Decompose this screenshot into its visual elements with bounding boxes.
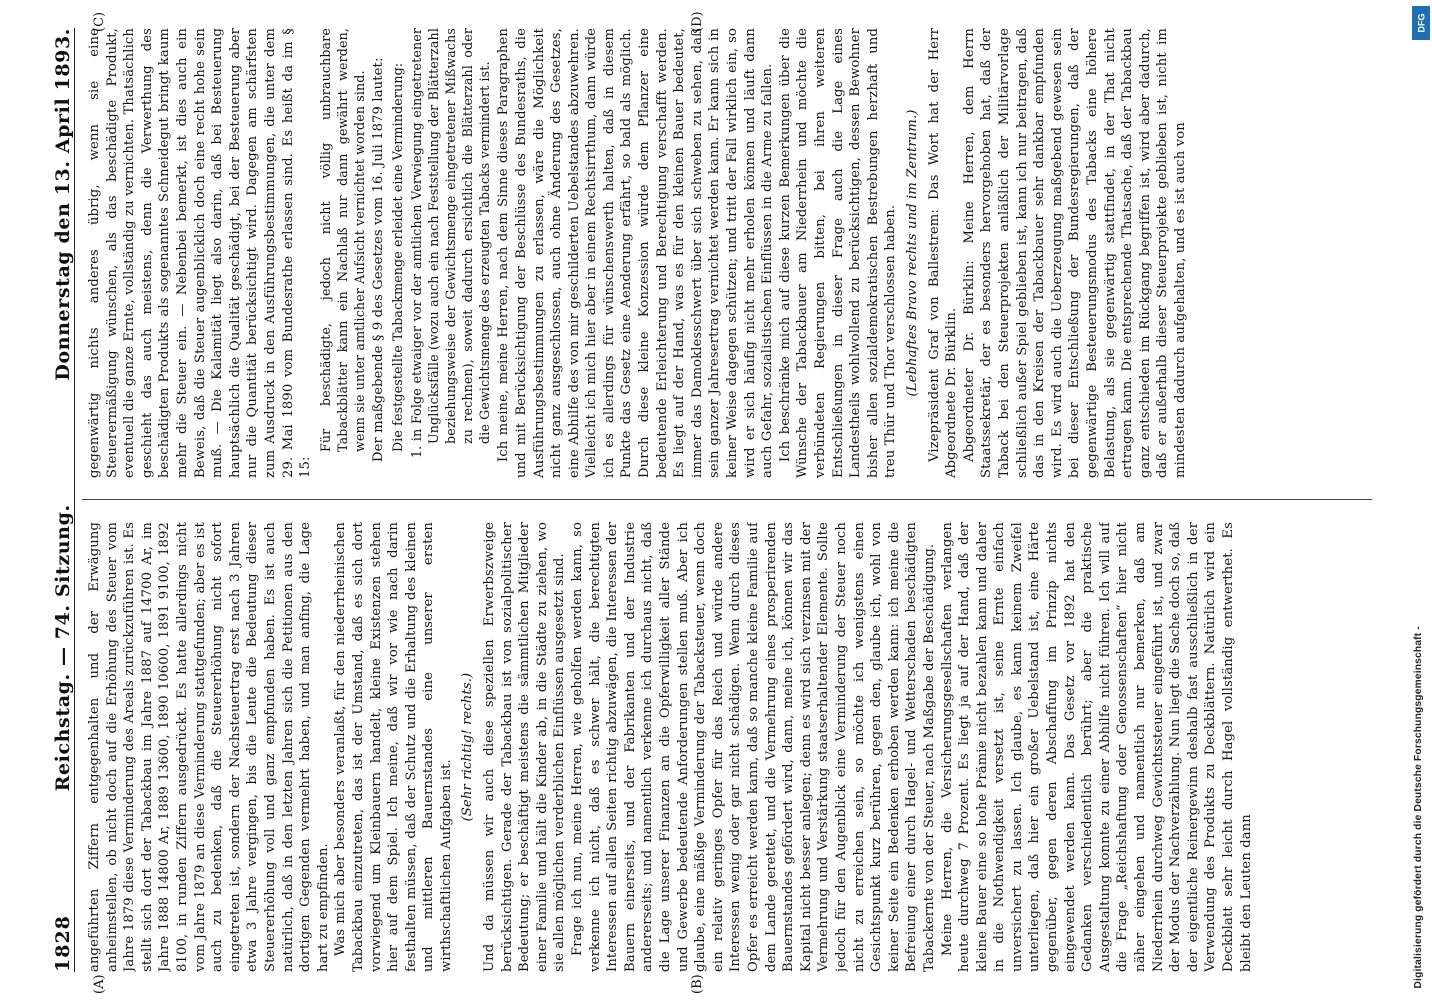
paragraph: Und da müssen wir auch diese speziellen Erwerbszweige berücksichtigen. Gerade der Tabackbau ist von sozialpolitischer Bedeutung; er beschäftigt meistens die sämmtlichen Mitglieder einer Familie und hält die Kinder ab, in die Städte zu ziehen, wo sie allen möglichen verderblichen Einflüssen ausgesetzt sind. [482, 522, 568, 972]
left-text-column [86, 522, 1371, 972]
column-divider [82, 499, 1372, 500]
speaker-announcement: Vizepräsident Graf von Ballestrem: Das Wort hat der Herr Abgeordnete Dr. Bürklin. [926, 28, 960, 478]
applause-note: (Lebhaftes Bravo rechts und im Zentrum.) [904, 109, 920, 397]
digitization-credit-text: Digitalisierung gefördert durch die Deutsche Forschungsgemeinschaft - [1413, 625, 1424, 988]
paragraph: angeführten Ziffern entgegenhalten und der Erwägung anheimstellen, ob nicht doch auf die Erhöhung des Steuer vom Jahre 1879 diese Verminderung des Areals zurückzuführen ist. Es stellt sich dort der Tabackbau im Jahre 1887 auf 14700 Ar, im Jahre 1888 14800 Ar, 1889 13600, 1890 10600, 1891 9100, 1892 8100, in runden Ziffern ausgedrückt. Es hatte allerdings nicht vom Jahre 1879 an diese Verminderung stattgefunden; aber es ist auch zu bedenken, daß die Steuererhöhung nicht sofort eingetreten ist, sondern der Nachsteuertrag erst nach 3 Jahren etwa 3 Jahre vergingen, bis die Leute die Bedeutung dieser Steuererhöhung voll und ganz empfunden haben. Es ist auch natürlich, daß in den letzten Jahren sich die Petitionen aus den dortigen Gegenden vermehrt haben, und man anfing, die Lage hart zu empfinden. [87, 522, 331, 972]
paragraph: Ich meine, meine Herren, nach dem Sinne dieses Paragraphen und mit Berücksichtigung der Beschlüsse des Bundesraths, die Ausführungsbestimmungen zu erlassen, wäre die Möglichkeit nicht ganz ausgeschlossen, auch ohne Änderung des Gesetzes, eine Abhilfe des von mir geschilderten Uebelstandes abzuwehren. Vielleicht ich mich hier aber in einem Rechtsirrthum, dann würde ich es allerdings für wünschenswerth halten, daß in diesem Punkte das Gesetz eine Aenderung erfährt, so bald als möglich. Durch diese kleine Konzession würde dem Pflanzer eine bedeutende Erleichterung und Berechtigung verschafft werden. Es liegt auf der Hand, was es für den kleinen Bauer bedeutet, immer das Damoklesschwert über sich schweben zu sehen, daß sein ganzer Jahresertrag vernichtet werden kann. Er kann sich in keiner Weise dagegen schützen; und tritt der Fall wirklich ein, so wird er sich häufig nicht mehr erholen können und läuft dann auch Gefahr, sozialistischen Einflüssen in die Arme zu fallen. [496, 28, 776, 478]
paragraph: Abgeordneter Dr. Bürklin: Meine Herren, dem Herrn Staatssekretär, der es besonders hervorgehoben hat, daß der Taback bei den Steuerprojekten anläßlich der Militärvorlage schließlich außer Spiel geblieben ist, kann ich nur beitragen, daß das in den Kreisen der Tabackbauer sehr dankbar empfunden wird. Es wird auch die Ueberzeugung maßgebend gewesen sein bei dieser Entschließung der Bundesregierungen, daß der gegenwärtige Besteuerungsmodus des Tabacks eine höhere Belastung, als sie gegenwärtig stattfindet, in der That nicht ertragen kann. Die entsprechende Thatsache, daß der Tabackbau ganz entschieden im Rückgang begriffen ist, wird aber dadurch, daß er außerhalb dieser Steuerprojekte geblieben ist, nicht im mindesten dadurch aufgehalten, und es ist auch von [961, 28, 1188, 478]
page-header [40, 28, 75, 972]
quoted-regulation: Für beschädigte, jedoch nicht völlig unbrauchbare Tabackblätter kann ein Nachlaß nur dann gewährt werden, wenn sie unter amtlicher Aufsicht vernichtet worden sind. [317, 28, 367, 452]
page-number: 1828 [52, 915, 74, 972]
right-text-column [86, 28, 1371, 478]
paragraph: Der maßgebende § 9 des Gesetzes vom 16. Juli 1879 lautet: [370, 57, 386, 462]
margin-marker-d: (D) [690, 11, 705, 32]
dfg-logo: DFG [1412, 6, 1430, 40]
applause-note: (Sehr richtig! rechts.) [460, 672, 476, 822]
margin-marker-b: (B) [690, 974, 705, 994]
paragraph: Ich beschränke mich auf diese kurzen Bemerkungen über die Wünsche der Tabackbauer am Niederrhein und möchte die verbündeten Regierungen bitten, bei ihren weiteren Entschließungen in dieser Frage auch die Lage eines Landestheils wohlwollend zu berücksichtigen, dessen Bewohner bisher allen sozialdemokratischen Bestrebungen herzhaft und treu Thür und Thor verschlossen haben. [777, 28, 899, 478]
paragraph: Meine Herren, die Versicherungsgesellschaften verlangen heute durchweg 7 Prozent. Es liegt ja auf der Hand, daß der kleine Bauer eine so hohe Prämie nicht bezahlen kann und daher in die Nothwendigkeit versetzt ist, seine Ernte einfach unversichert zu lassen. Ich glaube, es kann keinem Zweifel unterliegen, daß hier ein großer Uebelstand ist, eine Härte gegenüber, gegen deren Abschaffung im Prinzip nichts eingewendet werden kann. Das Gesetz vor 1892 hat den Gedanken verschiedentlich berührt; aber die praktische Ausgestaltung konnte zu einer Abhilfe nicht führen. Ich will auf die Frage „Reichshaftung oder Genossenschaften“ hier nicht näher eingehen und namentlich nur bemerken, daß am Niederrhein durchweg Gewichtssteuer eingeführt ist, und zwar der Modus der Nachverzählung. Nun liegt die Sache doch so, daß der eigentliche Reinergewinn deshalb fast ausschließlich in der Verwendung des Produkts zu Deckblättern. Natürlich wird ein Deckblatt sehr leicht durch Hagel vollständig entwerthet. Es bleibt den Leuten dann [939, 522, 1254, 972]
paragraph: gegenwärtig nichts anderes übrig, wenn sie eine Steuerermäßigung wünschen, als das beschädigte Produkt, eventuell die ganze Ernte, vollständig zu vernichten. Thatsächlich geschieht das auch meistens, denn die Verwerthung des beschädigten Produkts als sogenanntes Schneidegut bringt kaum mehr die Steuer ein. — Nebenbei bemerkt, ist dies auch ein Beweis, daß die Steuer augenblicklich doch eine recht hohe sein muß. — Die Kalamität liegt also darin, daß bei Besteuerung hauptsächlich die Qualität geschädigt, bei der Besteuerung aber nur die Quantität berücksichtigt wird. Dagegen am schärfsten zum Ausdruck in den Ausführungsbestimmungen, die unter dem 29. Mai 1890 vom Bundesrathe erlassen sind. Es heißt da im § 15: [87, 28, 314, 478]
margin-marker-c: (C) [92, 11, 107, 32]
session-date: Donnerstag den 13. April 1893. [52, 28, 74, 381]
paragraph: Frage ich nun, meine Herren, wie geholfen werden kann, so verkenne ich nicht, daß es schwer hält, die berechtigten Interessen auf allen Seiten richtig abzuwägen, die Interessen der Bauern einerseits, und der Fabrikanten und der Industrie andererseits; und namentlich verkenne ich durchaus nicht, daß die Lage unserer Finanzen an die Opferwilligkeit aller Stände und Gewerbe bedeutende Anforderungen stellen muß. Aber ich glaube, eine mäßige Verminderung der Tabacksteuer, wenn doch ein relativ geringes Opfer für das Reich und würde andere Interessen wenig oder gar nicht schädigen. Wenn durch dieses Opfer es erreicht werden kann, daß so manche kleine Familie auf dem Lande gerettet, und die Vermehrung eines prosperirenden Bauernstandes gefördert wird, dann, meine ich, können wir das Kapital nicht besser anlegen; denn es wird sich verzinsen mit der Vermehrung und Verstärkung staatserhaltender Elemente. Sollte jedoch für den Augenblick eine Verminderung der Steuer noch nicht zu erreichen sein, so möchte ich wenigstens einen Gesichtspunkt kurz berühren, gegen den, glaube ich, wohl von keiner Seite ein Bedenken erhoben werden kann: ich meine die Befreiung einer durch Hagel- und Wetterschaden beschädigten Tabackernte von der Steuer, nach Maßgabe der Beschädigung. [570, 522, 937, 972]
session-title: Reichstag. — 74. Sitzung. [52, 504, 74, 792]
paragraph: Was mich aber besonders veranlaßt, für den niederrheinischen Tabackbau einzutreten, das ist der Umstand, daß es sich dort vorwiegend um Kleinbauern handelt, kleine Existenzen stehen hier auf dem Spiel. Ich meine, daß wir vor wie nach darin festhalten müssen, daß der Schutz und die Erhaltung des kleinen und mittleren Bauernstandes eine unserer ersten wirthschaftlichen Aufgaben ist. [333, 522, 454, 972]
quoted-law: Die festgestellte Tabackmenge erleidet eine Verminderung: [390, 62, 406, 452]
digitization-credit-strip [1410, 0, 1432, 1000]
margin-marker-a: (A) [92, 974, 107, 994]
law-list-item: 1. in Folge etwaiger vor der amtlichen Verwiegung eingetretener Unglücksfälle (wozu auch ein nach Feststellung der Blätterzahl beziehungsweise der Gewichtsmenge eingetretener Mißwachs zu rechnen), soweit dadurch ersichtlich die Blätterzahl oder die Gewichtsmenge des erzeugten Tabacks vermindert ist. [409, 28, 493, 458]
